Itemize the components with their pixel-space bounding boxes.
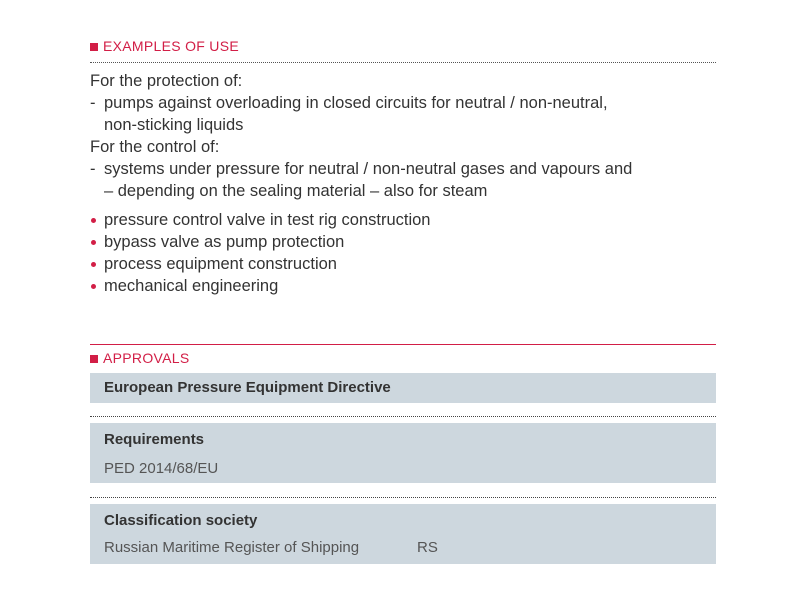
red-square-icon [90, 43, 98, 51]
bullet-text: mechanical engineering [104, 277, 279, 295]
bullet-item [90, 231, 730, 253]
classification-code: RS [417, 539, 438, 556]
examples-section-title [90, 38, 239, 54]
bullet-item [90, 253, 730, 275]
bullet-list [90, 209, 730, 297]
approvals-divider [90, 344, 716, 345]
examples-divider [90, 62, 716, 63]
bullet-item [90, 209, 730, 231]
requirements-value: PED 2014/68/EU [104, 460, 219, 477]
dotted-separator [90, 416, 716, 417]
bullet-text: bypass valve as pump protection [104, 233, 345, 251]
bullet-text: process equipment construction [104, 255, 337, 273]
bullet-dot-icon [91, 262, 96, 267]
bullet-item [90, 275, 730, 297]
examples-title-text: EXAMPLES OF USE [103, 38, 239, 54]
dash-marker: - [90, 94, 96, 112]
approvals-section-title [90, 350, 189, 366]
bullet-text: pressure control valve in test rig construction [104, 211, 431, 229]
protection-item-line1: pumps against overloading in closed circuits for neutral / non-neutral, [104, 94, 608, 112]
dotted-separator [90, 497, 716, 498]
protection-item-line2: non-sticking liquids [104, 116, 244, 134]
approvals-title-text: APPROVALS [103, 350, 190, 366]
control-heading: For the control of: [90, 138, 220, 156]
red-square-icon [90, 355, 98, 363]
directive-band [90, 373, 716, 403]
classification-value: Russian Maritime Register of Shipping [104, 539, 360, 556]
bullet-dot-icon [91, 240, 96, 245]
examples-content [90, 70, 730, 297]
directive-title: European Pressure Equipment Directive [104, 379, 391, 396]
dash-marker: - [90, 160, 96, 178]
requirements-label: Requirements [104, 431, 205, 448]
control-item [90, 158, 730, 202]
control-item-line2: – depending on the sealing material – also for steam [104, 182, 488, 200]
classification-label: Classification society [104, 512, 258, 529]
bullet-dot-icon [91, 284, 96, 289]
requirements-band [90, 423, 716, 483]
protection-item [90, 92, 730, 136]
classification-band [90, 504, 716, 564]
protection-heading: For the protection of: [90, 72, 243, 90]
control-item-line1: systems under pressure for neutral / non-neutral gases and vapours and [104, 160, 633, 178]
bullet-dot-icon [91, 218, 96, 223]
